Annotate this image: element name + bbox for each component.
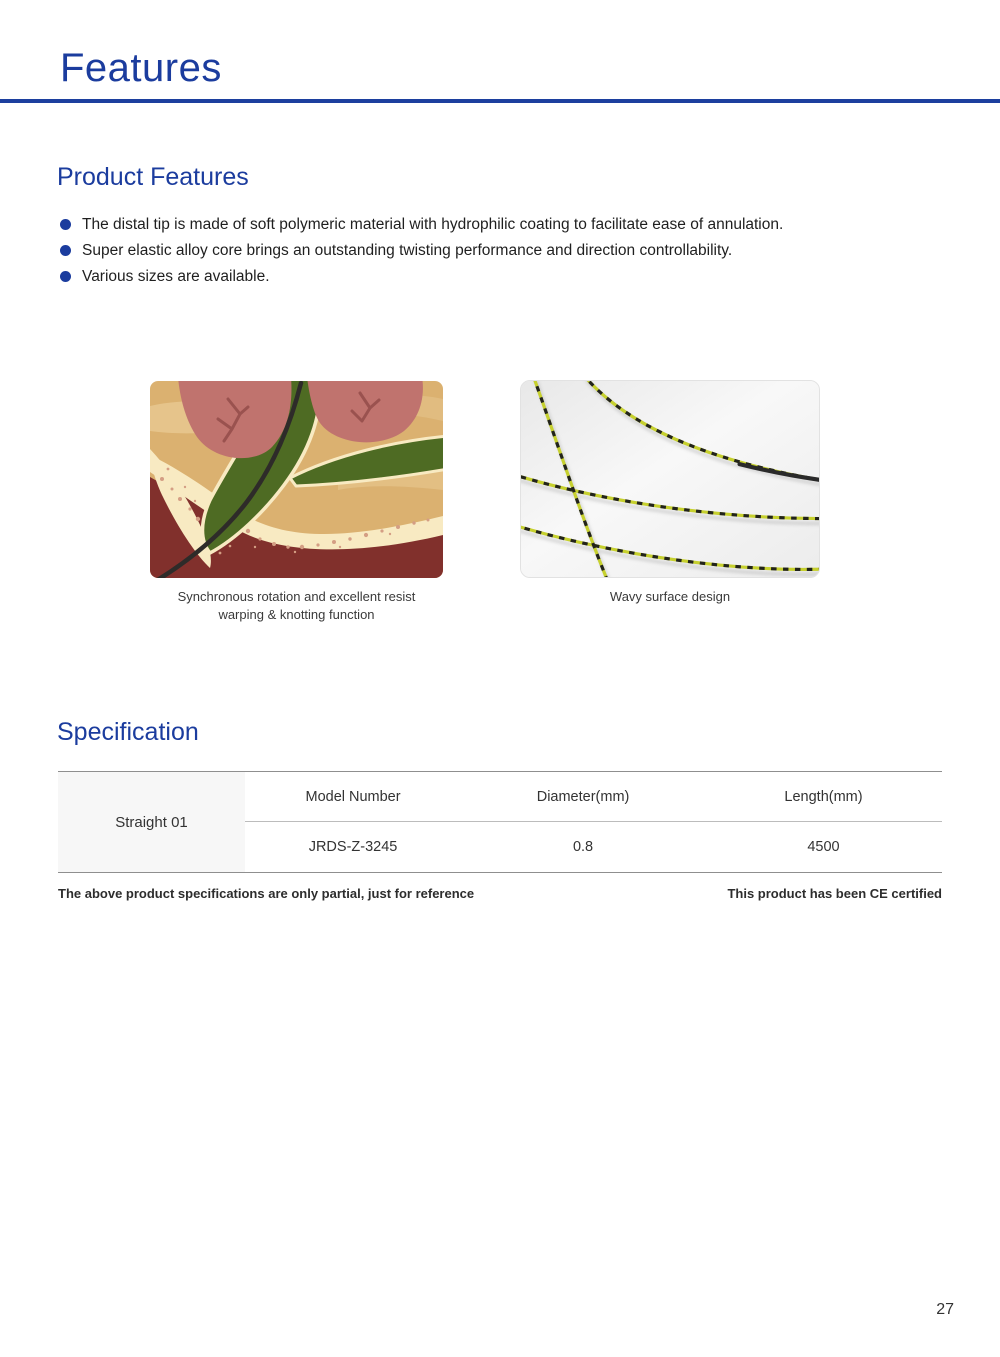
spec-data-row [245,822,942,872]
spec-col-header: Model Number [305,788,401,805]
figure-caption: Synchronous rotation and excellent resist warping & knotting function [177,589,416,623]
specification-heading: Specification [57,718,199,746]
feature-bullet-text: Various sizes are available. [82,268,270,285]
spec-columns [245,772,942,872]
figure-anatomy [150,381,443,624]
specification-table [58,771,942,873]
guidewire-photo [520,380,820,578]
page-number: 27 [936,1301,954,1318]
figure-caption: Wavy surface design [609,589,731,604]
anatomy-illustration [150,381,443,578]
spec-note-left: The above product specifications are only partial, just for reference [58,886,475,901]
anatomy-illustration-svg [150,381,443,578]
spec-group-label: Straight 01 [58,772,245,872]
guidewire-photo-svg [521,381,819,577]
spec-col-header: Length(mm) [784,788,863,805]
bullet-icon [60,245,71,256]
bullet-icon [60,271,71,282]
feature-bullet-item [60,213,940,239]
page-title: Features [60,46,222,90]
product-features-heading: Product Features [57,163,249,191]
spec-header-row [245,772,942,822]
spec-diameter: 0.8 [572,839,594,855]
spec-length: 4500 [807,839,840,855]
feature-bullet-text: The distal tip is made of soft polymeric material with hydrophilic coating to facilitate ease of annulation. [82,216,784,233]
spec-note-right: This product has been CE certified [727,886,942,901]
figure-wavy-surface [520,380,820,606]
bullet-icon [60,219,71,230]
title-divider [0,99,1000,103]
feature-bullet-item [60,239,940,265]
spec-notes [58,886,942,901]
spec-col-header: Diameter(mm) [536,788,630,805]
feature-bullet-item [60,265,940,291]
product-features-list [60,213,940,291]
feature-bullet-text: Super elastic alloy core brings an outstanding twisting performance and direction controllability. [82,242,733,259]
spec-model-number: JRDS-Z-3245 [308,839,398,855]
